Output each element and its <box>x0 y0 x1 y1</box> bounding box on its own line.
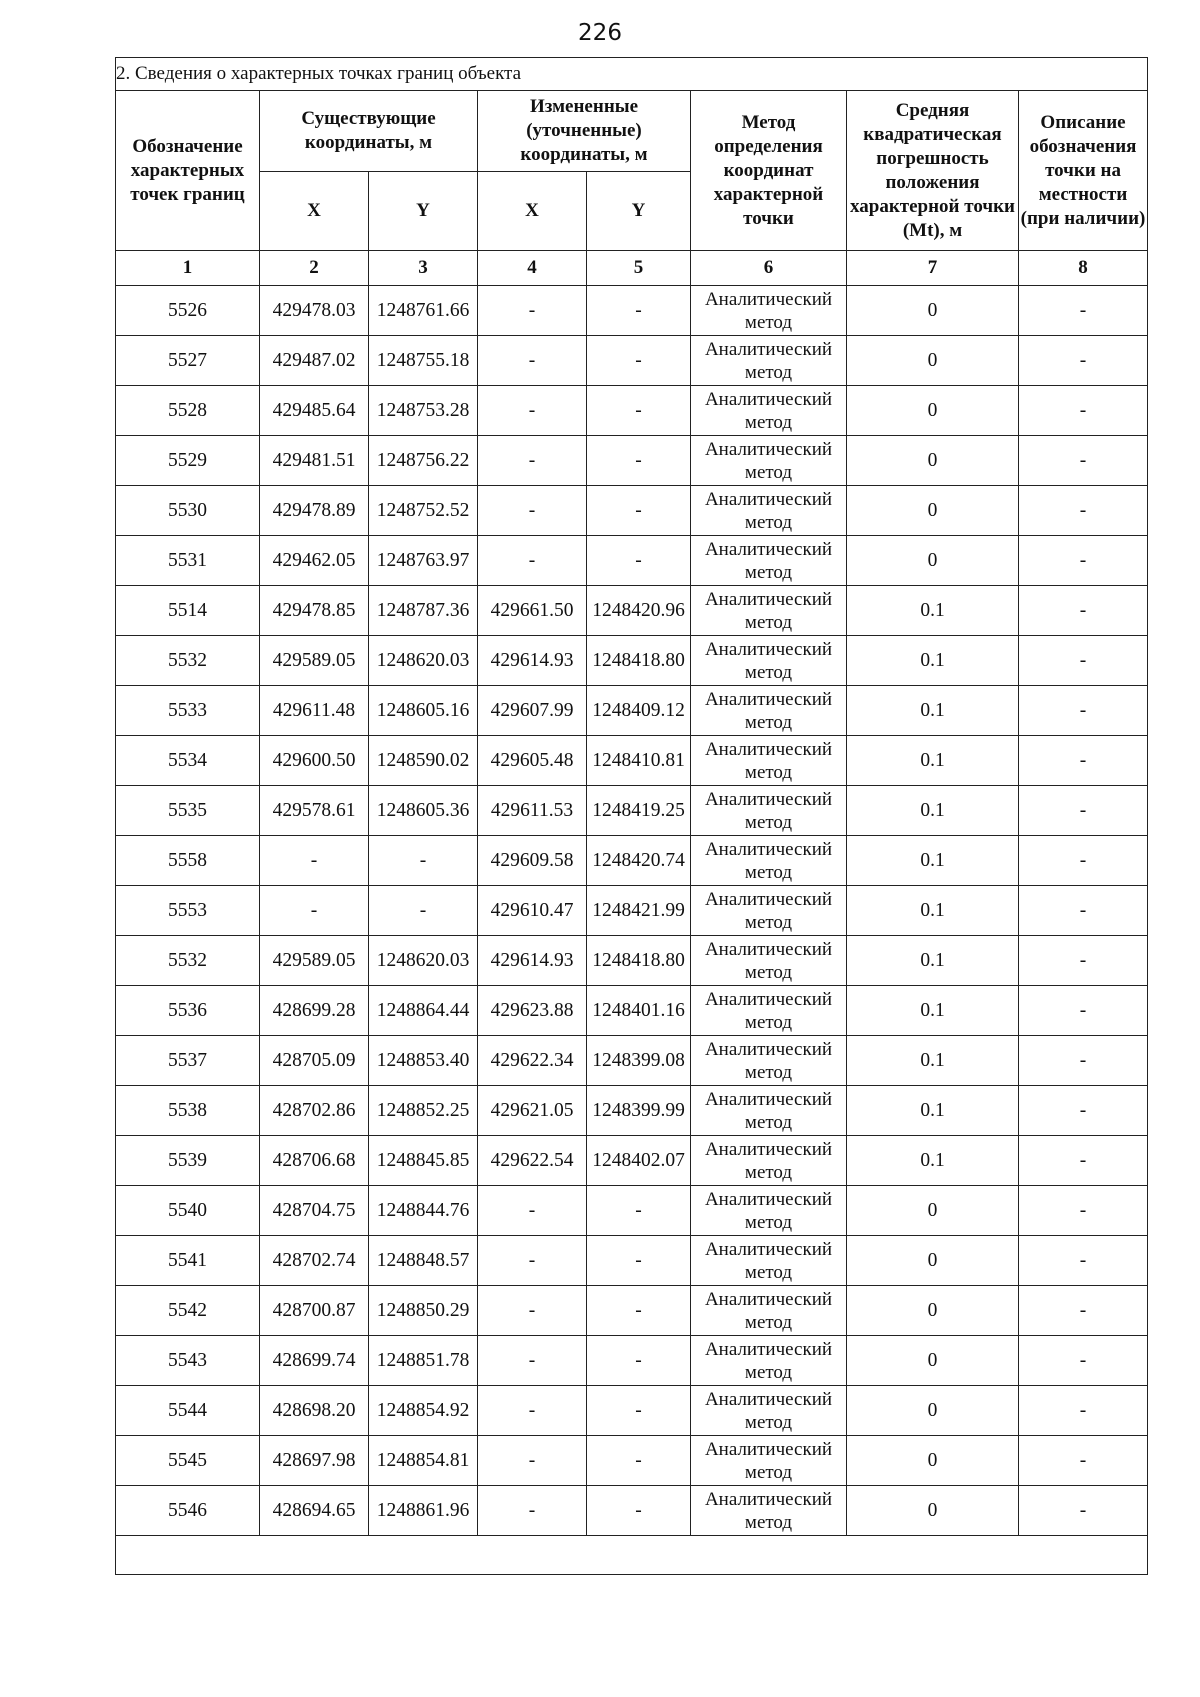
point-id-cell: 5534 <box>116 736 260 786</box>
method-line: Аналитический <box>704 638 833 660</box>
method-line: метод <box>744 1211 793 1233</box>
method-cell <box>691 1236 847 1286</box>
method-line: метод <box>744 1161 793 1183</box>
point-id-cell: 5514 <box>116 586 260 636</box>
existing-y-cell: 1248864.44 <box>369 986 478 1036</box>
changed-y-cell: - <box>587 536 691 586</box>
description-cell: - <box>1019 1236 1148 1286</box>
existing-y-cell: 1248590.02 <box>369 736 478 786</box>
existing-x-cell: - <box>260 886 369 936</box>
existing-y-cell: 1248761.66 <box>369 286 478 336</box>
description-cell: - <box>1019 1436 1148 1486</box>
header-method: Метод определения координат характерной точки <box>691 91 847 251</box>
changed-y-cell: - <box>587 386 691 436</box>
existing-y-cell: 1248763.97 <box>369 536 478 586</box>
changed-y-cell: - <box>587 1236 691 1286</box>
method-cell <box>691 536 847 586</box>
existing-x-cell: 429478.89 <box>260 486 369 536</box>
table-row <box>116 1436 1148 1486</box>
existing-x-cell: 428702.86 <box>260 1086 369 1136</box>
method-line: Аналитический <box>704 388 833 410</box>
method-line: метод <box>744 811 793 833</box>
changed-x-cell: 429609.58 <box>478 836 587 886</box>
method-line: метод <box>744 461 793 483</box>
table-row <box>116 1386 1148 1436</box>
method-cell <box>691 286 847 336</box>
method-line: Аналитический <box>704 438 833 460</box>
method-line: Аналитический <box>704 988 833 1010</box>
table-row <box>116 586 1148 636</box>
table-row <box>116 286 1148 336</box>
method-cell <box>691 586 847 636</box>
method-line: Аналитический <box>704 788 833 810</box>
column-number: 4 <box>478 251 587 286</box>
method-cell <box>691 1136 847 1186</box>
table-row <box>116 1086 1148 1136</box>
mean-error-cell: 0 <box>847 1336 1019 1386</box>
existing-x-cell: 429485.64 <box>260 386 369 436</box>
mean-error-cell: 0.1 <box>847 586 1019 636</box>
method-line: метод <box>744 761 793 783</box>
method-cell <box>691 686 847 736</box>
description-cell: - <box>1019 1186 1148 1236</box>
description-cell: - <box>1019 436 1148 486</box>
changed-x-cell: - <box>478 286 587 336</box>
point-id-cell: 5546 <box>116 1486 260 1536</box>
existing-y-cell: 1248753.28 <box>369 386 478 436</box>
method-line: Аналитический <box>704 888 833 910</box>
existing-x-cell: 428706.68 <box>260 1136 369 1186</box>
method-line: метод <box>744 1061 793 1083</box>
description-cell: - <box>1019 986 1148 1036</box>
method-line: Аналитический <box>704 1238 833 1260</box>
description-cell: - <box>1019 586 1148 636</box>
existing-x-cell: 429589.05 <box>260 936 369 986</box>
method-line: метод <box>744 911 793 933</box>
changed-x-cell: - <box>478 486 587 536</box>
header-existing-x: X <box>260 172 369 251</box>
method-line: Аналитический <box>704 1138 833 1160</box>
mean-error-cell: 0 <box>847 436 1019 486</box>
changed-y-cell: - <box>587 1186 691 1236</box>
existing-x-cell: 429600.50 <box>260 736 369 786</box>
point-id-cell: 5553 <box>116 886 260 936</box>
description-cell: - <box>1019 1486 1148 1536</box>
description-cell: - <box>1019 286 1148 336</box>
point-id-cell: 5545 <box>116 1436 260 1486</box>
description-cell: - <box>1019 536 1148 586</box>
method-cell <box>691 1086 847 1136</box>
changed-y-cell: 1248409.12 <box>587 686 691 736</box>
method-cell <box>691 986 847 1036</box>
changed-y-cell: - <box>587 336 691 386</box>
changed-y-cell: 1248420.96 <box>587 586 691 636</box>
existing-x-cell: 428705.09 <box>260 1036 369 1086</box>
changed-x-cell: - <box>478 1386 587 1436</box>
changed-x-cell: 429661.50 <box>478 586 587 636</box>
existing-y-cell: 1248605.36 <box>369 786 478 836</box>
method-line: метод <box>744 561 793 583</box>
method-cell <box>691 1036 847 1086</box>
existing-x-cell: 429462.05 <box>260 536 369 586</box>
point-id-cell: 5536 <box>116 986 260 1036</box>
changed-x-cell: - <box>478 1336 587 1386</box>
changed-x-cell: - <box>478 1486 587 1536</box>
mean-error-cell: 0 <box>847 336 1019 386</box>
point-id-cell: 5540 <box>116 1186 260 1236</box>
method-line: метод <box>744 1461 793 1483</box>
existing-x-cell: 429487.02 <box>260 336 369 386</box>
method-cell <box>691 1186 847 1236</box>
existing-x-cell: 429478.03 <box>260 286 369 336</box>
method-line: Аналитический <box>704 588 833 610</box>
changed-y-cell: - <box>587 1386 691 1436</box>
method-cell <box>691 636 847 686</box>
header-existing-coordinates: Существующие координаты, м <box>260 91 478 172</box>
changed-y-cell: 1248420.74 <box>587 836 691 886</box>
method-line: Аналитический <box>704 538 833 560</box>
method-line: Аналитический <box>704 488 833 510</box>
method-line: метод <box>744 361 793 383</box>
existing-y-cell: 1248787.36 <box>369 586 478 636</box>
changed-y-cell: - <box>587 436 691 486</box>
existing-y-cell: 1248620.03 <box>369 636 478 686</box>
description-cell: - <box>1019 936 1148 986</box>
changed-y-cell: 1248419.25 <box>587 786 691 836</box>
method-line: метод <box>744 861 793 883</box>
table-row <box>116 336 1148 386</box>
mean-error-cell: 0.1 <box>847 786 1019 836</box>
table-row <box>116 536 1148 586</box>
table-row <box>116 1336 1148 1386</box>
method-line: Аналитический <box>704 838 833 860</box>
description-cell: - <box>1019 736 1148 786</box>
method-cell <box>691 886 847 936</box>
existing-x-cell: 428694.65 <box>260 1486 369 1536</box>
table-row <box>116 736 1148 786</box>
method-line: метод <box>744 1361 793 1383</box>
column-number: 3 <box>369 251 478 286</box>
description-cell: - <box>1019 636 1148 686</box>
method-line: метод <box>744 1511 793 1533</box>
method-cell <box>691 1386 847 1436</box>
changed-y-cell: - <box>587 1436 691 1486</box>
description-cell: - <box>1019 1136 1148 1186</box>
mean-error-cell: 0.1 <box>847 886 1019 936</box>
existing-x-cell: 428697.98 <box>260 1436 369 1486</box>
point-id-cell: 5533 <box>116 686 260 736</box>
point-id-cell: 5543 <box>116 1336 260 1386</box>
changed-y-cell: 1248399.99 <box>587 1086 691 1136</box>
method-line: метод <box>744 661 793 683</box>
table-row <box>116 386 1148 436</box>
changed-x-cell: 429610.47 <box>478 886 587 936</box>
method-cell <box>691 386 847 436</box>
existing-y-cell: 1248756.22 <box>369 436 478 486</box>
method-line: Аналитический <box>704 1438 833 1460</box>
changed-y-cell: 1248402.07 <box>587 1136 691 1186</box>
method-line: Аналитический <box>704 738 833 760</box>
method-cell <box>691 836 847 886</box>
mean-error-cell: 0.1 <box>847 1036 1019 1086</box>
existing-x-cell: 428700.87 <box>260 1286 369 1336</box>
point-id-cell: 5541 <box>116 1236 260 1286</box>
method-line: метод <box>744 1011 793 1033</box>
column-number: 2 <box>260 251 369 286</box>
mean-error-cell: 0 <box>847 1486 1019 1536</box>
method-cell <box>691 1286 847 1336</box>
mean-error-cell: 0.1 <box>847 736 1019 786</box>
point-id-cell: 5558 <box>116 836 260 886</box>
description-cell: - <box>1019 836 1148 886</box>
existing-y-cell: 1248851.78 <box>369 1336 478 1386</box>
changed-x-cell: 429607.99 <box>478 686 587 736</box>
page-number: 226 <box>578 20 622 46</box>
existing-x-cell: 428702.74 <box>260 1236 369 1286</box>
table-row <box>116 986 1148 1036</box>
existing-x-cell: 429578.61 <box>260 786 369 836</box>
method-line: метод <box>744 411 793 433</box>
point-id-cell: 5530 <box>116 486 260 536</box>
changed-y-cell: 1248418.80 <box>587 636 691 686</box>
method-line: Аналитический <box>704 1488 833 1510</box>
existing-x-cell: 428699.74 <box>260 1336 369 1386</box>
existing-y-cell: - <box>369 886 478 936</box>
method-cell <box>691 436 847 486</box>
header-description: Описание обозначения точки на местности (при наличии) <box>1019 91 1148 251</box>
existing-y-cell: 1248605.16 <box>369 686 478 736</box>
point-id-cell: 5544 <box>116 1386 260 1436</box>
mean-error-cell: 0.1 <box>847 686 1019 736</box>
changed-y-cell: - <box>587 1336 691 1386</box>
changed-y-cell: 1248421.99 <box>587 886 691 936</box>
changed-y-cell: 1248418.80 <box>587 936 691 986</box>
point-id-cell: 5537 <box>116 1036 260 1086</box>
method-line: Аналитический <box>704 1288 833 1310</box>
description-cell: - <box>1019 686 1148 736</box>
changed-x-cell: - <box>478 1186 587 1236</box>
changed-x-cell: - <box>478 1236 587 1286</box>
existing-x-cell: 429481.51 <box>260 436 369 486</box>
mean-error-cell: 0 <box>847 1236 1019 1286</box>
point-id-cell: 5532 <box>116 636 260 686</box>
section-title: 2. Сведения о характерных точках границ объекта <box>116 58 1148 91</box>
header-changed-x: X <box>478 172 587 251</box>
method-cell <box>691 1336 847 1386</box>
method-line: Аналитический <box>704 288 833 310</box>
mean-error-cell: 0 <box>847 486 1019 536</box>
changed-x-cell: 429614.93 <box>478 636 587 686</box>
table-row <box>116 1236 1148 1286</box>
method-cell <box>691 486 847 536</box>
point-id-cell: 5527 <box>116 336 260 386</box>
method-line: Аналитический <box>704 1038 833 1060</box>
mean-error-cell: 0 <box>847 286 1019 336</box>
method-line: метод <box>744 311 793 333</box>
method-line: метод <box>744 961 793 983</box>
mean-error-cell: 0 <box>847 386 1019 436</box>
existing-y-cell: - <box>369 836 478 886</box>
table-row <box>116 836 1148 886</box>
method-cell <box>691 1436 847 1486</box>
method-cell <box>691 936 847 986</box>
changed-y-cell: - <box>587 1486 691 1536</box>
mean-error-cell: 0.1 <box>847 1086 1019 1136</box>
method-line: метод <box>744 1111 793 1133</box>
existing-y-cell: 1248854.92 <box>369 1386 478 1436</box>
point-id-cell: 5532 <box>116 936 260 986</box>
changed-x-cell: 429614.93 <box>478 936 587 986</box>
existing-y-cell: 1248844.76 <box>369 1186 478 1236</box>
existing-y-cell: 1248848.57 <box>369 1236 478 1286</box>
table-footer-row <box>116 1536 1148 1575</box>
method-line: Аналитический <box>704 938 833 960</box>
method-line: метод <box>744 1261 793 1283</box>
point-id-cell: 5529 <box>116 436 260 486</box>
table-row <box>116 936 1148 986</box>
changed-x-cell: 429623.88 <box>478 986 587 1036</box>
method-cell <box>691 736 847 786</box>
description-cell: - <box>1019 1086 1148 1136</box>
existing-x-cell: 429611.48 <box>260 686 369 736</box>
header-existing-y: Y <box>369 172 478 251</box>
description-cell: - <box>1019 486 1148 536</box>
existing-x-cell: 429478.85 <box>260 586 369 636</box>
mean-error-cell: 0.1 <box>847 836 1019 886</box>
mean-error-cell: 0 <box>847 1436 1019 1486</box>
point-id-cell: 5542 <box>116 1286 260 1336</box>
existing-y-cell: 1248852.25 <box>369 1086 478 1136</box>
point-id-cell: 5528 <box>116 386 260 436</box>
header-point-designation: Обозначение характерных точек границ <box>116 91 260 251</box>
changed-x-cell: 429621.05 <box>478 1086 587 1136</box>
changed-x-cell: - <box>478 386 587 436</box>
mean-error-cell: 0 <box>847 1286 1019 1336</box>
table-row <box>116 886 1148 936</box>
existing-y-cell: 1248854.81 <box>369 1436 478 1486</box>
existing-y-cell: 1248861.96 <box>369 1486 478 1536</box>
header-mean-error: Средняя квадратическая погрешность положения характерной точки (Mt), м <box>847 91 1019 251</box>
changed-x-cell: - <box>478 536 587 586</box>
method-line: метод <box>744 511 793 533</box>
table-row <box>116 436 1148 486</box>
description-cell: - <box>1019 1386 1148 1436</box>
table-row <box>116 636 1148 686</box>
existing-x-cell: 428698.20 <box>260 1386 369 1436</box>
column-number: 6 <box>691 251 847 286</box>
changed-x-cell: - <box>478 1436 587 1486</box>
point-id-cell: 5539 <box>116 1136 260 1186</box>
mean-error-cell: 0 <box>847 1186 1019 1236</box>
changed-y-cell: 1248401.16 <box>587 986 691 1036</box>
mean-error-cell: 0.1 <box>847 1136 1019 1186</box>
existing-x-cell: 429589.05 <box>260 636 369 686</box>
existing-y-cell: 1248755.18 <box>369 336 478 386</box>
method-line: метод <box>744 711 793 733</box>
header-changed-y: Y <box>587 172 691 251</box>
changed-y-cell: - <box>587 286 691 336</box>
table-row <box>116 686 1148 736</box>
existing-x-cell: - <box>260 836 369 886</box>
table-row <box>116 786 1148 836</box>
changed-y-cell: - <box>587 486 691 536</box>
changed-y-cell: - <box>587 1286 691 1336</box>
point-id-cell: 5535 <box>116 786 260 836</box>
existing-y-cell: 1248845.85 <box>369 1136 478 1186</box>
table-row <box>116 1186 1148 1236</box>
description-cell: - <box>1019 336 1148 386</box>
existing-x-cell: 428704.75 <box>260 1186 369 1236</box>
method-line: метод <box>744 611 793 633</box>
changed-x-cell: - <box>478 336 587 386</box>
existing-x-cell: 428699.28 <box>260 986 369 1036</box>
column-number: 7 <box>847 251 1019 286</box>
method-line: Аналитический <box>704 688 833 710</box>
description-cell: - <box>1019 1336 1148 1386</box>
method-line: Аналитический <box>704 1338 833 1360</box>
changed-y-cell: 1248399.08 <box>587 1036 691 1086</box>
description-cell: - <box>1019 786 1148 836</box>
method-cell <box>691 786 847 836</box>
method-line: метод <box>744 1311 793 1333</box>
changed-y-cell: 1248410.81 <box>587 736 691 786</box>
description-cell: - <box>1019 386 1148 436</box>
existing-y-cell: 1248853.40 <box>369 1036 478 1086</box>
point-id-cell: 5538 <box>116 1086 260 1136</box>
mean-error-cell: 0.1 <box>847 986 1019 1036</box>
header-changed-coordinates: Измененные (уточненные) координаты, м <box>478 91 691 172</box>
point-id-cell: 5526 <box>116 286 260 336</box>
table-row <box>116 486 1148 536</box>
changed-x-cell: - <box>478 436 587 486</box>
changed-x-cell: - <box>478 1286 587 1336</box>
boundary-points-table <box>115 57 1148 1575</box>
method-line: Аналитический <box>704 1388 833 1410</box>
method-cell <box>691 1486 847 1536</box>
changed-x-cell: 429605.48 <box>478 736 587 786</box>
column-number: 8 <box>1019 251 1148 286</box>
method-line: Аналитический <box>704 1088 833 1110</box>
mean-error-cell: 0.1 <box>847 936 1019 986</box>
existing-y-cell: 1248850.29 <box>369 1286 478 1336</box>
description-cell: - <box>1019 1286 1148 1336</box>
point-id-cell: 5531 <box>116 536 260 586</box>
existing-y-cell: 1248752.52 <box>369 486 478 536</box>
changed-x-cell: 429622.34 <box>478 1036 587 1086</box>
mean-error-cell: 0.1 <box>847 636 1019 686</box>
method-line: Аналитический <box>704 338 833 360</box>
mean-error-cell: 0 <box>847 536 1019 586</box>
method-line: Аналитический <box>704 1188 833 1210</box>
table-row <box>116 1286 1148 1336</box>
method-line: метод <box>744 1411 793 1433</box>
column-number: 5 <box>587 251 691 286</box>
existing-y-cell: 1248620.03 <box>369 936 478 986</box>
changed-x-cell: 429622.54 <box>478 1136 587 1186</box>
changed-x-cell: 429611.53 <box>478 786 587 836</box>
mean-error-cell: 0 <box>847 1386 1019 1436</box>
table-row <box>116 1486 1148 1536</box>
description-cell: - <box>1019 1036 1148 1086</box>
column-number: 1 <box>116 251 260 286</box>
method-cell <box>691 336 847 386</box>
table-row <box>116 1136 1148 1186</box>
description-cell: - <box>1019 886 1148 936</box>
table-row <box>116 1036 1148 1086</box>
